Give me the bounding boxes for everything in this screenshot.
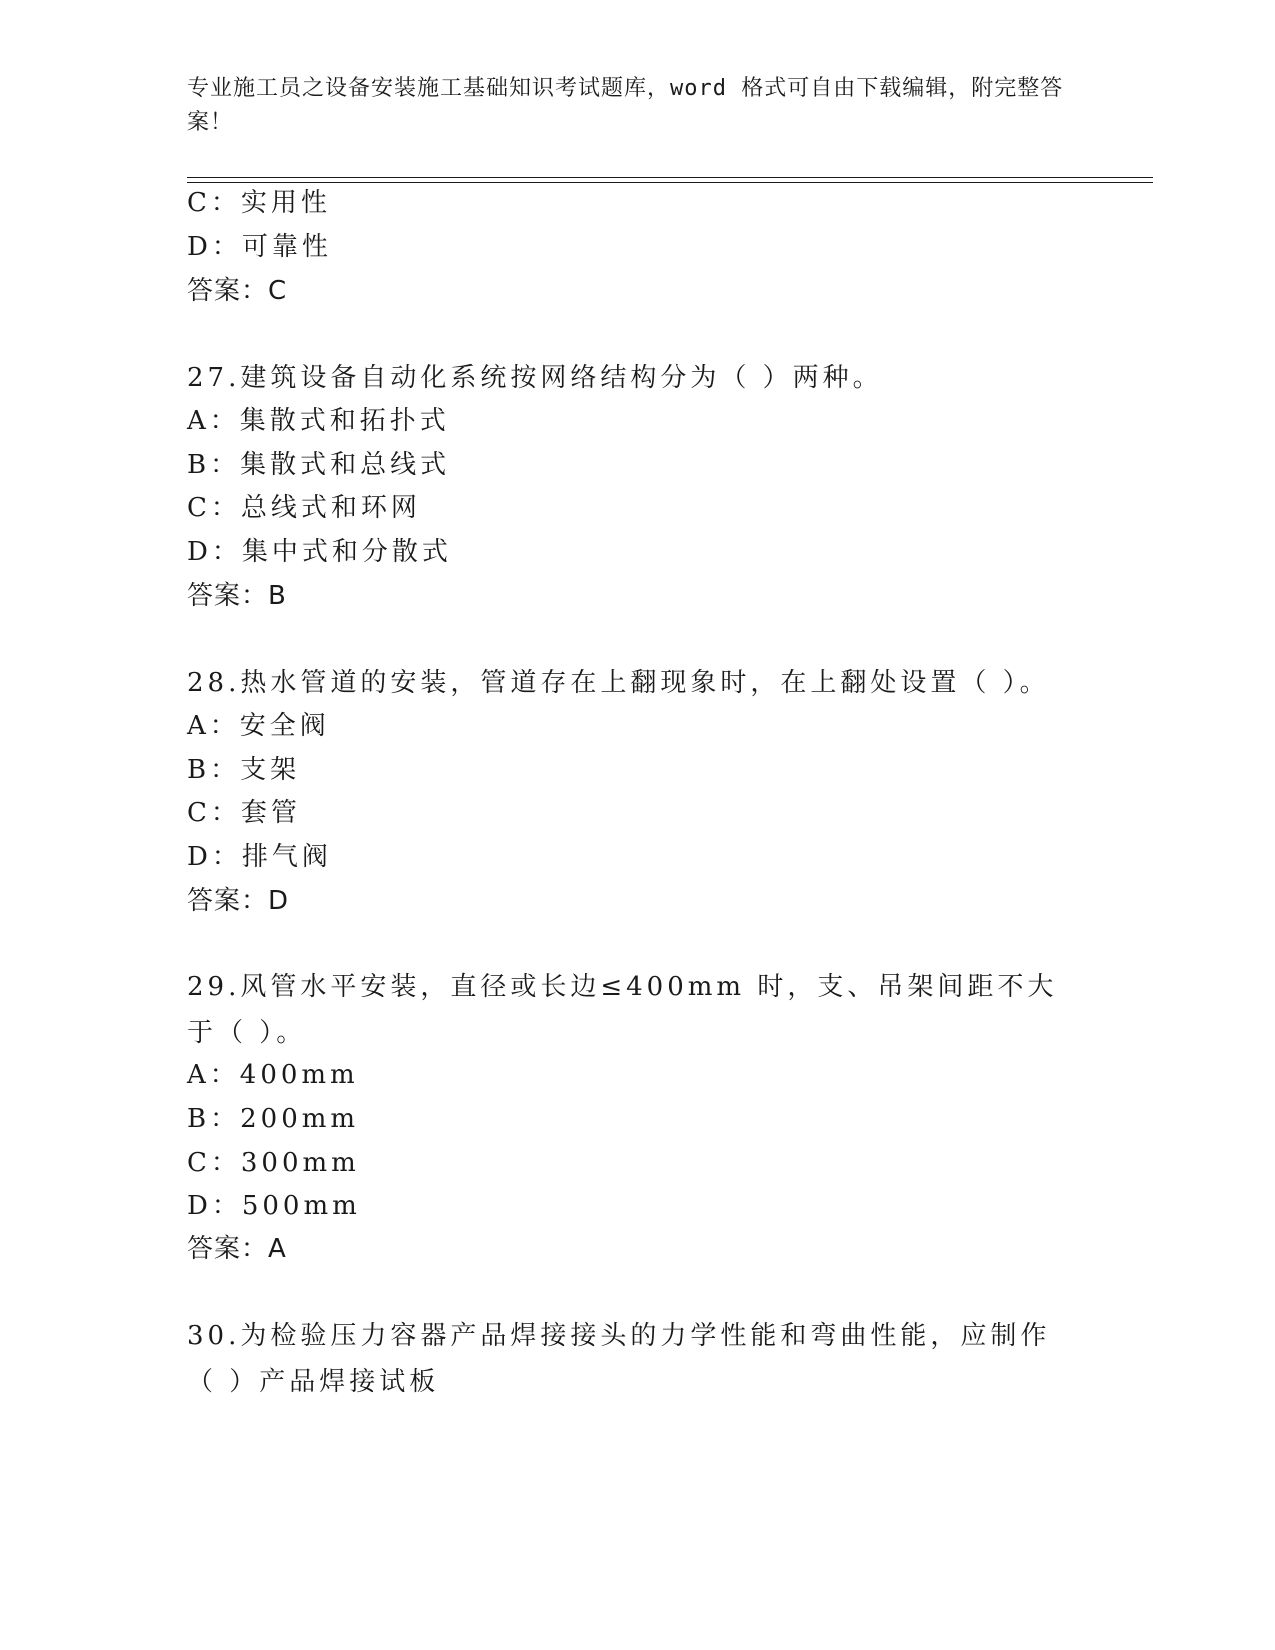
question-stem: 28.热水管道的安装，管道存在上翻现象时，在上翻处设置（ ）。: [187, 668, 1050, 698]
option-b: B：200mm: [187, 1104, 360, 1134]
option-b: B：集散式和总线式: [187, 450, 451, 480]
answer: 答案：C: [187, 276, 288, 306]
header-divider-top: [187, 177, 1153, 178]
question-stem: 29.风管水平安装，直径或长边≤400mm 时，支、吊架间距不大于（ ）。: [187, 972, 1058, 1048]
option-d: D：排气阀: [187, 842, 332, 872]
option-c: C：总线式和环网: [187, 493, 421, 523]
question-stem: 27.建筑设备自动化系统按网络结构分为（ ）两种。: [187, 363, 883, 393]
question-stem: 30.为检验压力容器产品焊接接头的力学性能和弯曲性能，应制作（ ）产品焊接试板: [187, 1321, 1051, 1397]
option-d: D：集中式和分散式: [187, 537, 452, 567]
answer: 答案：A: [187, 1234, 287, 1264]
option-c: C：套管: [187, 798, 301, 828]
option-d: D：500mm: [187, 1191, 361, 1221]
header-divider-bottom: [187, 182, 1153, 183]
option-c: C：300mm: [187, 1148, 360, 1178]
document-header: 专业施工员之设备安装施工基础知识考试题库，word 格式可自由下载编辑，附完整答案！: [187, 76, 1064, 135]
option-a: A：400mm: [187, 1060, 359, 1090]
option-b: B：支架: [187, 755, 301, 785]
option-a: A：安全阀: [187, 711, 330, 741]
option-c: C：实用性: [187, 188, 331, 218]
option-a: A：集散式和拓扑式: [187, 406, 450, 436]
option-d: D：可靠性: [187, 232, 332, 262]
answer: 答案：B: [187, 581, 287, 611]
answer: 答案：D: [187, 886, 290, 916]
